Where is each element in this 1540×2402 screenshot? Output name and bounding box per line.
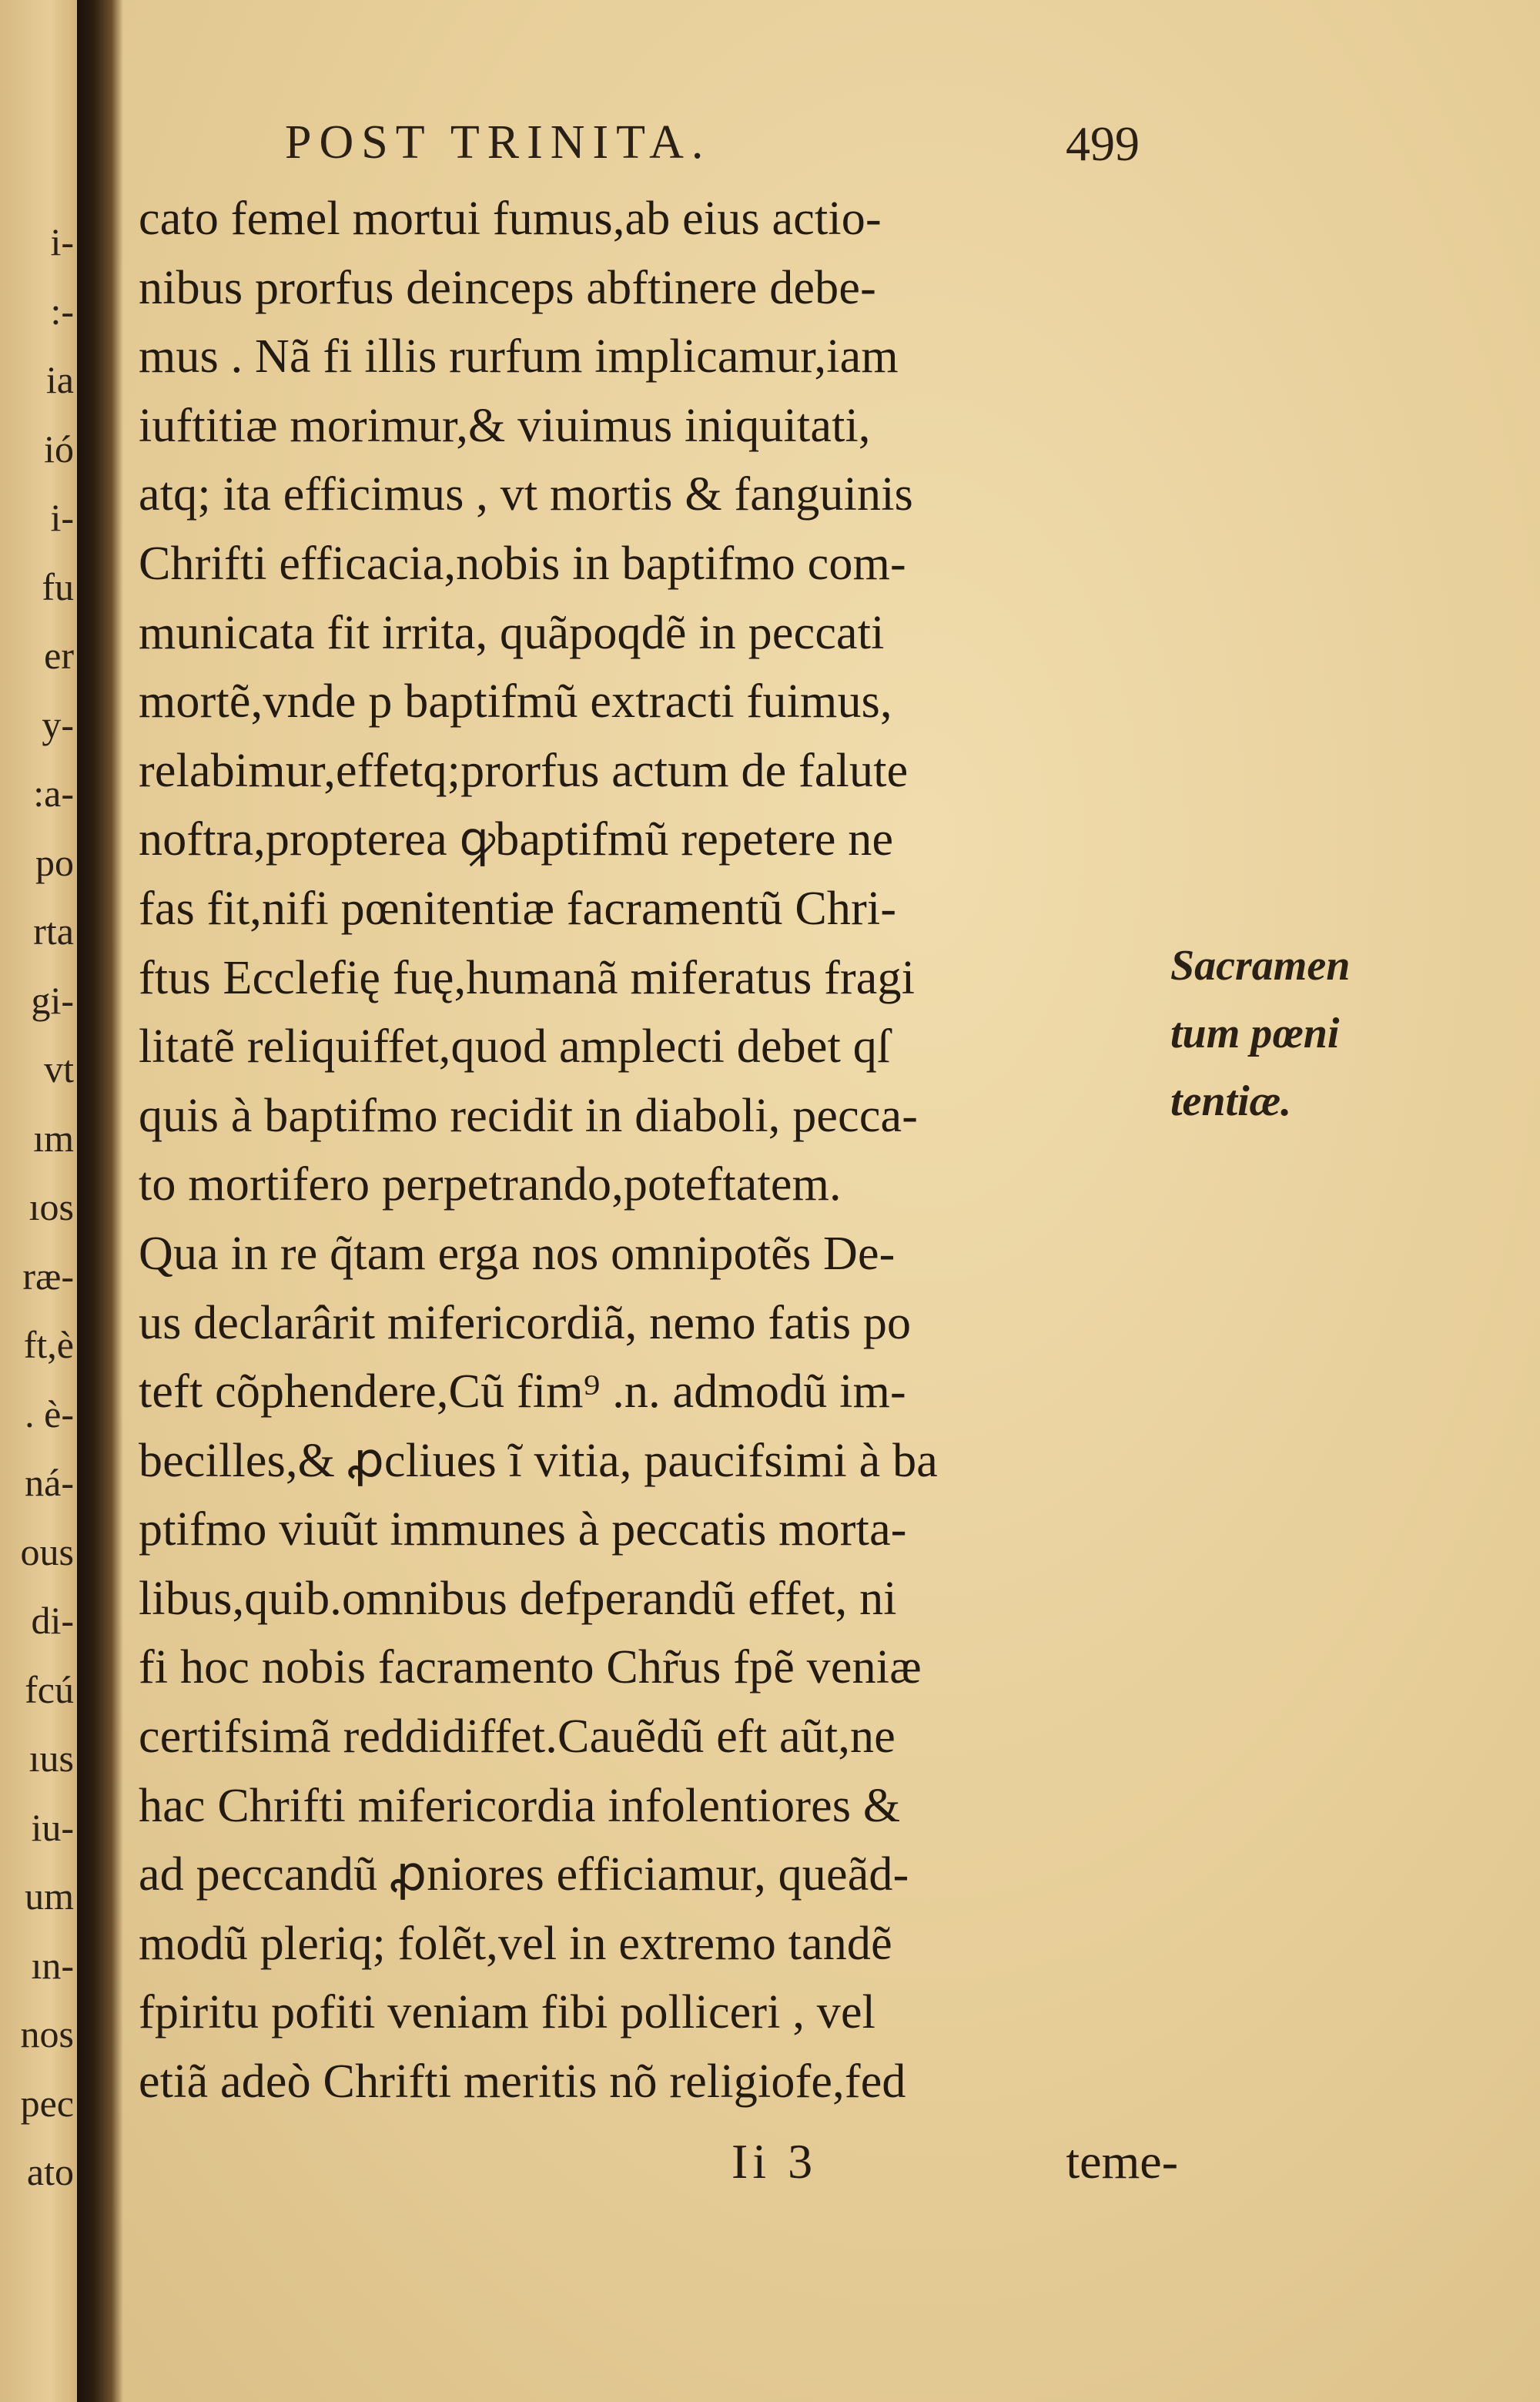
text-line: mus . Nã fi illis rurfum implicamur,iam	[139, 330, 899, 384]
text-line: Chrifti efficacia,nobis in baptifmo com-	[139, 537, 906, 590]
book-gutter	[77, 0, 123, 2402]
previous-page-line-fragment: ın-	[31, 1943, 74, 1987]
previous-page-line-fragment: di-	[31, 1599, 74, 1642]
marginal-note-line: tum pœni	[1170, 1010, 1340, 1057]
page-number: 499	[1066, 116, 1140, 171]
text-line: Qua in re q̃tam erga nos omnipotẽs De-	[139, 1227, 896, 1280]
previous-page-line-fragment: :a-	[33, 772, 74, 815]
previous-page-line-fragment: gi-	[31, 978, 74, 1022]
text-line: mortẽ,vnde p baptifmũ extracti fuimus,	[139, 675, 892, 729]
text-line: iuftitiæ morimur,& viuimus iniquitati,	[139, 399, 871, 452]
text-line: fpiritu pofiti veniam fibi polliceri , vel	[139, 1986, 876, 2039]
previous-page-line-fragment: :-	[50, 289, 74, 333]
text-line: ad peccandũ ꝓniores efficiamur, queãd-	[139, 1848, 909, 1901]
text-line: quis à baptifmo recidit in diaboli, pecca-	[139, 1089, 919, 1142]
text-line: to mortifero perpetrando,poteftatem.	[139, 1158, 842, 1211]
text-line: fi hoc nobis facramento Chr̃us fpẽ veniæ	[139, 1641, 922, 1694]
previous-page-line-fragment: er	[44, 634, 74, 677]
previous-page-line-fragment: vt	[44, 1047, 74, 1090]
text-line: nibus prorfus deinceps abftinere debe-	[139, 261, 876, 314]
text-line: ptifmo viuũt immunes à peccatis morta-	[139, 1503, 907, 1556]
text-line: fas fit,nifi pœnitentiæ facramentũ Chri-	[139, 882, 897, 935]
previous-page-line-fragment: . è-	[25, 1392, 74, 1436]
previous-page-line-fragment: i-	[50, 496, 74, 539]
text-line: hac Chrifti mifericordia infolentiores &	[139, 1779, 901, 1832]
previous-page-line-fragment: ia	[45, 358, 74, 401]
marginal-note-line: Sacramen	[1170, 942, 1351, 990]
catchword: teme-	[1066, 2134, 1178, 2189]
previous-page-line-fragment: ıos	[28, 1185, 74, 1228]
text-line: modũ pleriq; folẽt,vel in extremo tandẽ	[139, 1917, 892, 1970]
previous-page-edge	[0, 0, 83, 2402]
text-line: litatẽ reliquiffet,quod amplecti debet qſ	[139, 1020, 891, 1074]
running-title: POST TRINITA.	[285, 116, 711, 169]
text-line: teft cõphendere,Cũ fim⁹ .n. admodũ im-	[139, 1365, 906, 1419]
previous-page-line-fragment: nos	[20, 2012, 74, 2055]
previous-page-line-fragment: ato	[26, 2150, 74, 2193]
text-line: ftus Ecclefię fuę,humanã miferatus fragi	[139, 951, 916, 1004]
previous-page-line-fragment: iu-	[31, 1805, 74, 1849]
previous-page-line-fragment: ió	[44, 427, 74, 471]
text-line: etiã adeò Chrifti meritis nõ religiofe,fed	[139, 2055, 906, 2109]
text-line: cato femel mortui fumus,ab eius actio-	[139, 193, 882, 245]
text-line: us declarârit mifericordiã, nemo fatis po	[139, 1296, 912, 1349]
previous-page-line-fragment: ft,è	[23, 1323, 74, 1366]
previous-page-line-fragment: i-	[50, 220, 74, 263]
previous-page-line-fragment: ná-	[25, 1461, 74, 1504]
previous-page-line-fragment: ræ-	[22, 1254, 74, 1298]
previous-page-line-fragment: ım	[33, 1116, 74, 1160]
text-line: relabimur,effetq;prorfus actum de falute	[139, 744, 909, 797]
previous-page-line-fragment: ıus	[28, 1737, 74, 1780]
text-line: atq; ita efficimus , vt mortis & fanguinis	[139, 468, 914, 521]
text-line: libus,quib.omnibus defperandũ effet, ni	[139, 1572, 897, 1625]
previous-page-line-fragment: ous	[20, 1529, 74, 1573]
page-footer	[732, 2133, 1178, 2203]
signature-mark: Ii 3	[732, 2134, 818, 2189]
running-head	[285, 116, 1140, 177]
previous-page-line-fragment: pec	[20, 2081, 74, 2125]
text-line: becilles,& ꝓcliues ĩ vitia, paucifsimi à ba	[139, 1434, 938, 1487]
marginal-note-line: tentiæ.	[1170, 1077, 1292, 1125]
previous-page-line-fragment: fu	[42, 564, 74, 608]
previous-page-line-fragment: po	[35, 840, 74, 884]
text-line: municata fit irrita, quãpoqdẽ in peccati	[139, 606, 885, 659]
text-line: certifsimã reddidiffet.Cauẽdũ eft aũt,ne	[139, 1710, 896, 1764]
previous-page-line-fragment: fcú	[25, 1667, 74, 1711]
previous-page-line-fragment: um	[25, 1874, 74, 1918]
body-text	[139, 185, 1163, 2117]
marginal-note	[1170, 932, 1401, 1135]
text-line: noftra,propterea ꝙbaptifmũ repetere ne	[139, 813, 894, 866]
previous-page-text	[0, 208, 77, 2207]
previous-page-line-fragment: y-	[42, 702, 74, 746]
previous-page-line-fragment: rta	[33, 910, 74, 953]
